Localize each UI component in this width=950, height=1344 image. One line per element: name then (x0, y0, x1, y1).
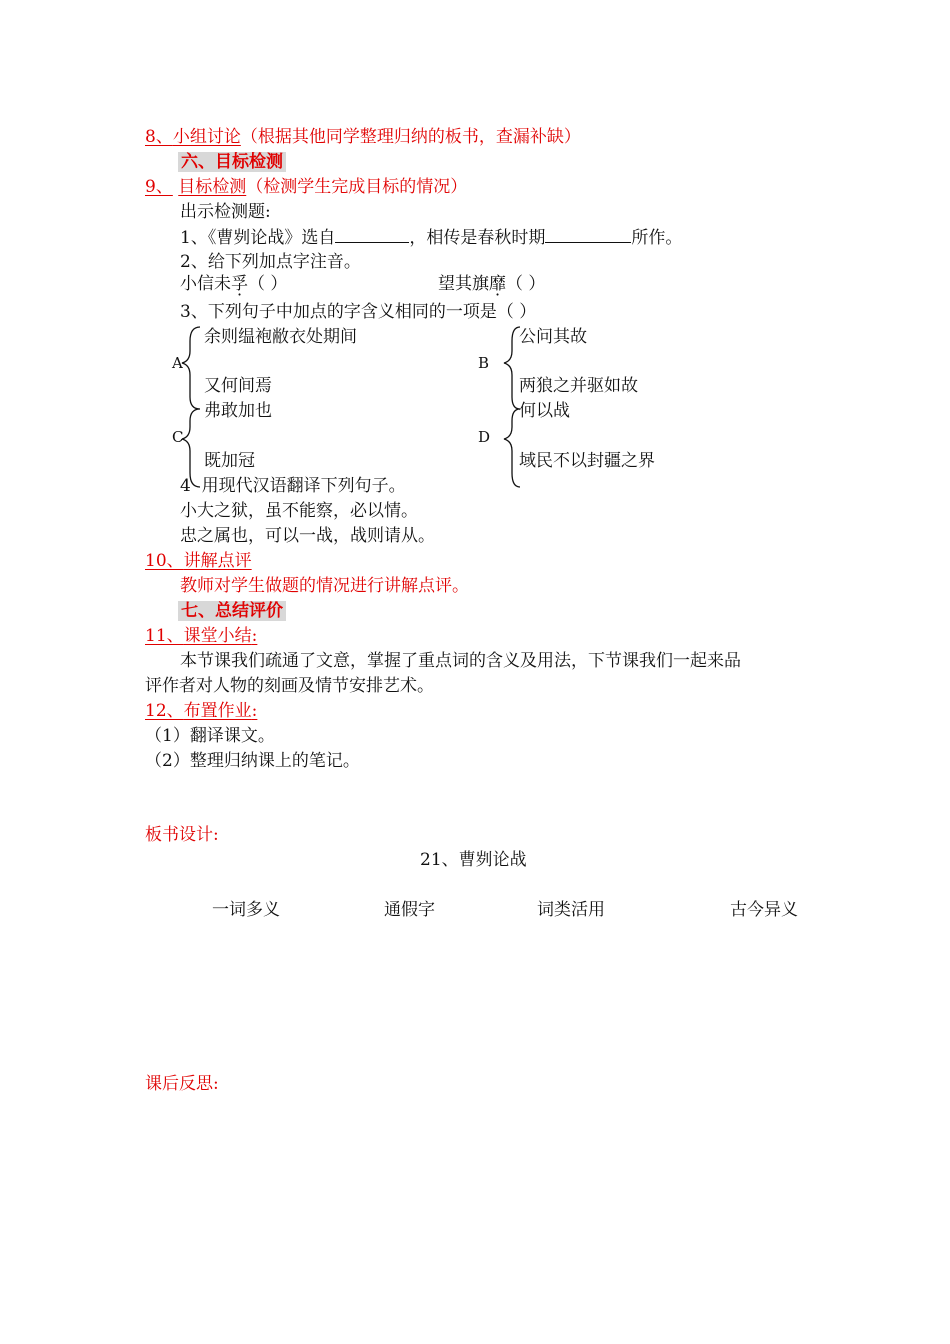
section-10-body: 教师对学生做题的情况进行讲解点评。 (180, 576, 469, 596)
board-design-label: 板书设计: (145, 825, 219, 845)
option-c-letter: C (172, 428, 184, 446)
section-11-title: 课堂小结 (183, 626, 252, 646)
section-8-title: 小组讨论 (172, 127, 241, 147)
q2-word-1-text: 小信未 (180, 274, 231, 294)
q2-word-2-paren: （ ） (506, 274, 546, 294)
option-a-letter: A (172, 354, 183, 372)
question-2: 2、给下列加点字注音。 (180, 252, 361, 272)
q2-word-2-dotted: 靡 (489, 274, 506, 294)
q1-part-b: ，相传是春秋时期 (409, 228, 546, 248)
section-10-title: 讲解点评 (183, 551, 252, 571)
section-11-body-1: 本节课我们疏通了文意，掌握了重点词的含义及用法，下节课我们一起来品 (180, 651, 741, 671)
q1-blank-2 (545, 226, 631, 243)
heading-seven (178, 600, 286, 622)
heading-six (178, 151, 286, 173)
section-9-title: 目标检测 (178, 177, 247, 197)
question-1 (180, 226, 682, 248)
reflection-label: 课后反思: (145, 1074, 219, 1094)
option-d-line-2: 域民不以封疆之界 (519, 451, 655, 471)
board-item-1: 一词多义 (212, 900, 280, 920)
section-9-heading (145, 176, 467, 198)
q2-word-1-dotted: 孚 (231, 274, 248, 294)
heading-seven-label: 七、总结评价 (178, 601, 286, 621)
option-c-line-1: 弗敢加也 (204, 401, 272, 421)
q2-word-2-text: 望其旗 (438, 274, 489, 294)
section-8-number: 8、 (145, 127, 173, 147)
section-8-note: （根据其他同学整理归纳的板书，查漏补缺） (240, 127, 581, 147)
option-a-line-1: 余则缊袍敝衣处期间 (204, 327, 357, 347)
board-item-4: 古今异义 (730, 900, 798, 920)
q4-number: 4 (180, 476, 191, 496)
board-item-2: 通假字 (384, 900, 435, 920)
section-10-heading (145, 550, 252, 572)
section-11-heading (145, 625, 257, 647)
section-11-body-2: 评作者对人物的刻画及情节安排艺术。 (145, 676, 434, 696)
option-d-letter: D (478, 428, 491, 446)
section-12-title: 布置作业 (183, 701, 252, 721)
homework-2: （2）整理归纳课上的笔记。 (145, 751, 360, 771)
question-3: 3、下列句子中加点的字含义相同的一项是（ ） (180, 302, 537, 322)
q1-part-c: 所作。 (631, 228, 683, 248)
q4-text: 用现代汉语翻译下列句子。 (201, 476, 406, 496)
section-12-heading (145, 700, 257, 722)
q4-sentence-2: 忠之属也，可以一战，战则请从。 (180, 526, 435, 546)
option-b-letter: B (478, 354, 490, 372)
intro-text: 出示检测题: (180, 202, 271, 222)
section-12-colon: : (251, 701, 258, 721)
option-b-line-1: 公问其故 (519, 327, 587, 347)
section-9-number: 9、 (145, 177, 173, 197)
section-9-note: （检测学生完成目标的情况） (246, 177, 468, 197)
board-item-3: 词类活用 (537, 900, 605, 920)
section-8-heading (145, 126, 581, 148)
q2-word-2 (438, 273, 545, 295)
option-d-line-1: 何以战 (519, 401, 570, 421)
section-11-number: 11、 (145, 626, 184, 646)
option-b-line-2: 两狼之并驱如故 (519, 376, 638, 396)
q4-sentence-1: 小大之狱，虽不能察，必以情。 (180, 501, 418, 521)
section-10-number: 10、 (145, 551, 184, 571)
question-4 (180, 475, 406, 497)
q2-word-1 (180, 273, 287, 295)
q2-word-1-paren: （ ） (248, 274, 288, 294)
q1-blank-1 (335, 226, 409, 243)
section-12-number: 12、 (145, 701, 184, 721)
section-11-colon: : (251, 626, 258, 646)
board-title: 21、曹刿论战 (420, 850, 527, 870)
heading-six-label: 六、目标检测 (178, 152, 286, 172)
brace-ac (180, 323, 204, 493)
option-c-line-2: 既加冠 (204, 451, 255, 471)
q1-part-a: 1、《曹刿论战》选自 (180, 228, 336, 248)
option-a-line-2: 又何间焉 (204, 376, 272, 396)
homework-1: （1）翻译课文。 (145, 726, 275, 746)
